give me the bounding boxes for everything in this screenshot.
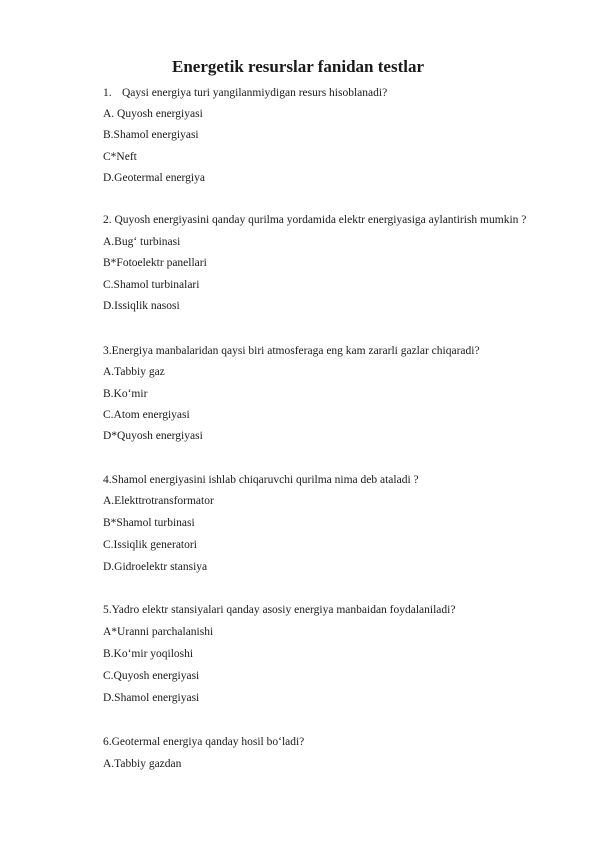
question-2-option-d: D.Issiqlik nasosi [103,300,180,312]
question-1-number: 1. [103,87,112,99]
question-1-option-b: B.Shamol energiyasi [103,129,199,141]
question-3-option-b: B.Ko‘mir [103,388,148,400]
question-4-option-c: C.Issiqlik generatori [103,539,197,551]
question-1-option-c: C*Neft [103,151,137,163]
question-3-text: 3.Energiya manbalaridan qaysi biri atmosferaga eng kam zararli gazlar chiqaradi? [103,345,480,357]
question-4-text: 4.Shamol energiyasini ishlab chiqaruvchi qurilma nima deb ataladi ? [103,474,419,486]
question-2-option-c: C.Shamol turbinalari [103,279,200,291]
question-4-option-b: B*Shamol turbinasi [103,517,195,529]
question-6-text: 6.Geotermal energiya qanday hosil bo‘ladi? [103,736,305,748]
question-5-option-c: C.Quyosh energiyasi [103,670,200,682]
question-4-option-d: D.Gidroelektr stansiya [103,561,208,573]
question-1-option-d: D.Geotermal energiya [103,172,205,184]
question-2-option-b: B*Fotoelektr panellari [103,257,207,269]
question-1-option-a: A. Quyosh energiyasi [103,108,203,120]
question-5-text: 5.Yadro elektr stansiyalari qanday asosiy energiya manbaidan foydalaniladi? [103,604,456,616]
question-5-option-b: B.Ko‘mir yoqiloshi [103,648,194,660]
question-3-option-c: C.Atom energiyasi [103,409,190,421]
question-3-option-d: D*Quyosh energiyasi [103,430,203,442]
question-5-option-d: D.Shamol energiyasi [103,692,200,704]
question-6-option-a: A.Tabbiy gazdan [103,758,182,770]
question-1-text: Qaysi energiya turi yangilanmiydigan resurs hisoblanadi? [122,87,388,99]
question-2-option-a: A.Bug‘ turbinasi [103,236,181,248]
question-2-text: 2. Quyosh energiyasini qanday qurilma yordamida elektr energiyasiga aylantirish mumkin ? [103,214,527,226]
document-title: Energetik resurslar fanidan testlar [172,57,424,76]
question-3-option-a: A.Tabbiy gaz [103,366,165,378]
question-4-option-a: A.Elekttrotransformator [103,495,214,507]
question-5-option-a: A*Uranni parchalanishi [103,626,214,638]
